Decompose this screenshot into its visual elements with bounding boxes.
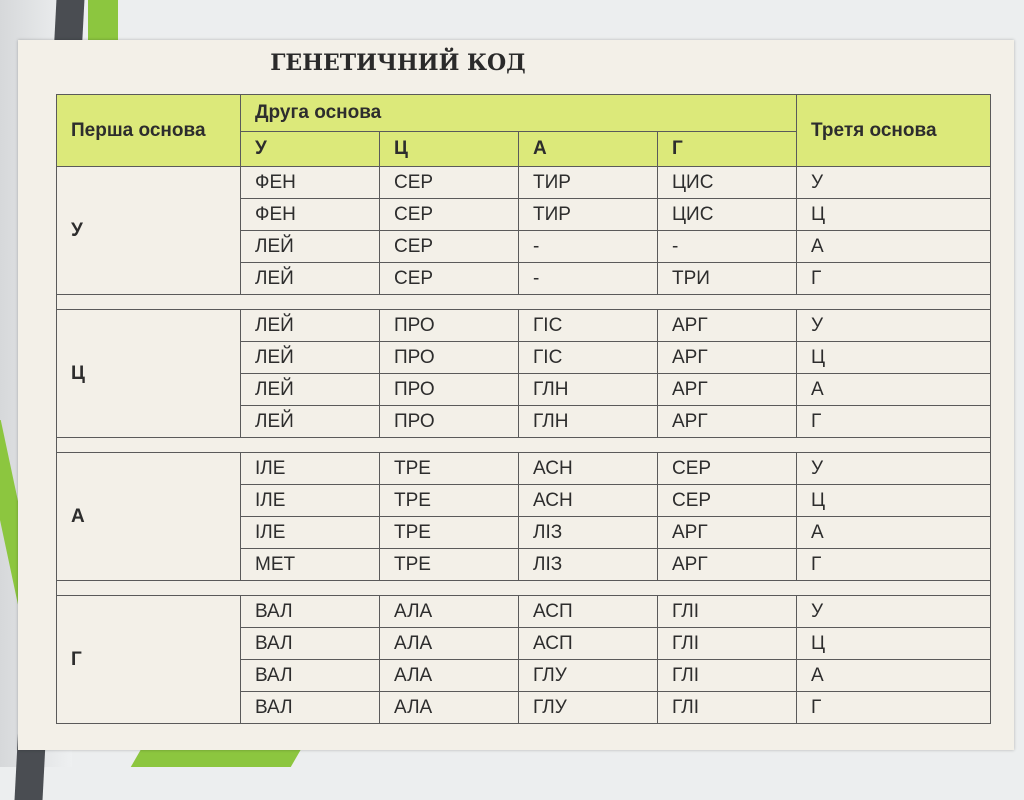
amino-acid-cell: АРГ: [658, 517, 797, 549]
amino-acid-cell: АСН: [519, 485, 658, 517]
amino-acid-cell: АРГ: [658, 342, 797, 374]
amino-acid-cell: ЛЕЙ: [241, 342, 380, 374]
amino-acid-cell: ФЕН: [241, 199, 380, 231]
scanned-page: [18, 40, 1014, 750]
table-row: [57, 310, 991, 342]
amino-acid-cell: ЛЕЙ: [241, 406, 380, 438]
group-separator: [57, 581, 991, 596]
amino-acid-cell: ВАЛ: [241, 660, 380, 692]
amino-acid-cell: ІЛЕ: [241, 485, 380, 517]
third-base-cell: Г: [797, 549, 991, 581]
third-base-header: Третя основа: [797, 95, 991, 167]
amino-acid-cell: ЛІЗ: [519, 549, 658, 581]
amino-acid-cell: ПРО: [380, 342, 519, 374]
amino-acid-cell: АСН: [519, 453, 658, 485]
amino-acid-cell: СЕР: [380, 199, 519, 231]
amino-acid-cell: ГЛУ: [519, 692, 658, 724]
amino-acid-cell: ЦИС: [658, 199, 797, 231]
third-base-cell: Г: [797, 406, 991, 438]
amino-acid-cell: ТИР: [519, 167, 658, 199]
amino-acid-cell: ВАЛ: [241, 692, 380, 724]
third-base-cell: Ц: [797, 199, 991, 231]
amino-acid-cell: АСП: [519, 596, 658, 628]
amino-acid-cell: -: [519, 231, 658, 263]
amino-acid-cell: ВАЛ: [241, 596, 380, 628]
amino-acid-cell: ГІС: [519, 310, 658, 342]
amino-acid-cell: АЛА: [380, 692, 519, 724]
amino-acid-cell: АСП: [519, 628, 658, 660]
amino-acid-cell: ТРЕ: [380, 485, 519, 517]
second-base-header: Друга основа: [241, 95, 797, 132]
second-base-column-g: Г: [658, 132, 797, 167]
first-base-cell: Г: [57, 596, 241, 724]
amino-acid-cell: СЕР: [380, 167, 519, 199]
amino-acid-cell: ЛЕЙ: [241, 374, 380, 406]
first-base-cell: Ц: [57, 310, 241, 438]
third-base-cell: Ц: [797, 485, 991, 517]
amino-acid-cell: АРГ: [658, 549, 797, 581]
amino-acid-cell: АЛА: [380, 660, 519, 692]
first-base-cell: У: [57, 167, 241, 295]
table-row: [57, 167, 991, 199]
amino-acid-cell: ІЛЕ: [241, 453, 380, 485]
third-base-cell: Г: [797, 263, 991, 295]
amino-acid-cell: ГЛН: [519, 406, 658, 438]
amino-acid-cell: -: [519, 263, 658, 295]
amino-acid-cell: АЛА: [380, 628, 519, 660]
amino-acid-cell: СЕР: [658, 453, 797, 485]
first-base-header: Перша основа: [57, 95, 241, 167]
third-base-cell: У: [797, 310, 991, 342]
amino-acid-cell: ТИР: [519, 199, 658, 231]
amino-acid-cell: ЛЕЙ: [241, 263, 380, 295]
third-base-cell: Ц: [797, 342, 991, 374]
amino-acid-cell: ТРЕ: [380, 453, 519, 485]
third-base-cell: А: [797, 374, 991, 406]
table-body: [57, 167, 991, 724]
amino-acid-cell: ТРИ: [658, 263, 797, 295]
separator-cell: [57, 295, 991, 310]
amino-acid-cell: ФЕН: [241, 167, 380, 199]
amino-acid-cell: СЕР: [380, 231, 519, 263]
amino-acid-cell: ГЛУ: [519, 660, 658, 692]
amino-acid-cell: -: [658, 231, 797, 263]
amino-acid-cell: ТРЕ: [380, 517, 519, 549]
genetic-code-table: [56, 94, 991, 724]
amino-acid-cell: ПРО: [380, 374, 519, 406]
third-base-cell: Г: [797, 692, 991, 724]
amino-acid-cell: АРГ: [658, 374, 797, 406]
second-base-column-u: У: [241, 132, 380, 167]
amino-acid-cell: ПРО: [380, 406, 519, 438]
amino-acid-cell: МЕТ: [241, 549, 380, 581]
third-base-cell: Ц: [797, 628, 991, 660]
amino-acid-cell: СЕР: [658, 485, 797, 517]
third-base-cell: У: [797, 453, 991, 485]
table-row: [57, 596, 991, 628]
group-separator: [57, 438, 991, 453]
header-row: [57, 95, 991, 132]
page-title: ГЕНЕТИЧНИЙ КОД: [270, 50, 526, 76]
amino-acid-cell: ЛІЗ: [519, 517, 658, 549]
amino-acid-cell: ГІС: [519, 342, 658, 374]
second-base-column-c: Ц: [380, 132, 519, 167]
separator-cell: [57, 581, 991, 596]
amino-acid-cell: ГЛІ: [658, 692, 797, 724]
amino-acid-cell: ЛЕЙ: [241, 231, 380, 263]
third-base-cell: А: [797, 517, 991, 549]
amino-acid-cell: СЕР: [380, 263, 519, 295]
amino-acid-cell: ГЛН: [519, 374, 658, 406]
third-base-cell: У: [797, 167, 991, 199]
amino-acid-cell: АРГ: [658, 310, 797, 342]
amino-acid-cell: АЛА: [380, 596, 519, 628]
amino-acid-cell: ЛЕЙ: [241, 310, 380, 342]
table-row: [57, 453, 991, 485]
amino-acid-cell: ТРЕ: [380, 549, 519, 581]
first-base-cell: А: [57, 453, 241, 581]
amino-acid-cell: ЦИС: [658, 167, 797, 199]
amino-acid-cell: ГЛІ: [658, 596, 797, 628]
amino-acid-cell: ВАЛ: [241, 628, 380, 660]
third-base-cell: А: [797, 660, 991, 692]
amino-acid-cell: ГЛІ: [658, 628, 797, 660]
amino-acid-cell: АРГ: [658, 406, 797, 438]
second-base-column-a: А: [519, 132, 658, 167]
group-separator: [57, 295, 991, 310]
amino-acid-cell: ПРО: [380, 310, 519, 342]
third-base-cell: А: [797, 231, 991, 263]
amino-acid-cell: ІЛЕ: [241, 517, 380, 549]
amino-acid-cell: ГЛІ: [658, 660, 797, 692]
separator-cell: [57, 438, 991, 453]
third-base-cell: У: [797, 596, 991, 628]
